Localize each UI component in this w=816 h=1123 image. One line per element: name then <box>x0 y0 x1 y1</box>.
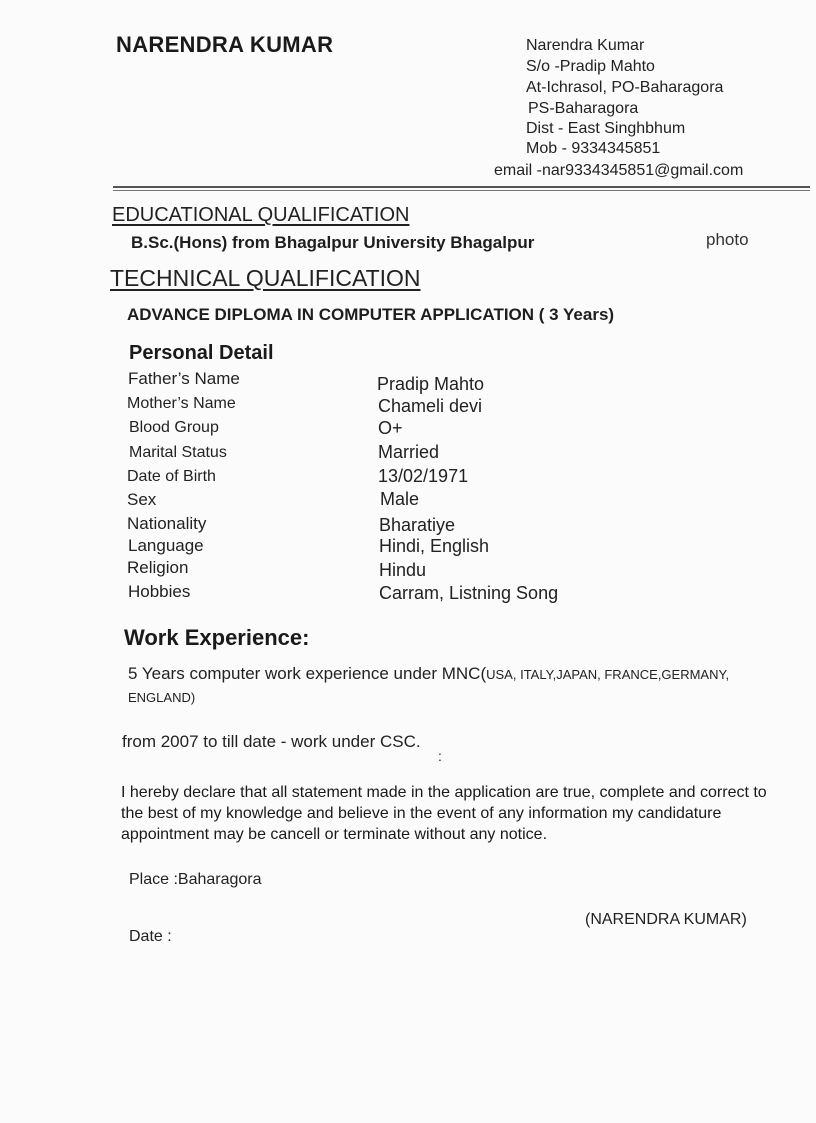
header-divider-thin <box>113 190 810 191</box>
work-experience-heading: Work Experience: <box>124 625 310 650</box>
date-line: Date : <box>129 928 172 945</box>
education-heading: EDUCATIONAL QUALIFICATION <box>112 204 410 226</box>
work-experience-csc: from 2007 to till date - work under CSC. <box>122 732 421 751</box>
personal-value-marital-status: Married <box>378 442 440 462</box>
personal-label-marital-status: Marital Status <box>129 444 227 461</box>
address-line-name: Narendra Kumar <box>526 37 645 54</box>
personal-value-hobbies: Carram, Listning Song <box>379 583 559 603</box>
resume-name-title: NARENDRA KUMAR <box>116 32 334 57</box>
work-experience-main-text: 5 Years computer work experience under MNC( <box>128 664 487 683</box>
personal-label-language: Language <box>128 536 204 555</box>
personal-label-religion: Religion <box>127 558 189 577</box>
personal-value-nationality: Bharatiye <box>379 515 456 535</box>
photo-placeholder: photo <box>706 230 749 249</box>
address-line-police-station: PS-Baharagora <box>528 100 639 117</box>
personal-value-sex: Male <box>380 489 420 509</box>
education-detail: B.Sc.(Hons) from Bhagalpur University Bhagalpur <box>131 233 535 252</box>
personal-value-religion: Hindu <box>379 560 427 580</box>
address-line-district: Dist - East Singhbhum <box>526 120 686 137</box>
personal-value-father: Pradip Mahto <box>377 374 485 394</box>
technical-heading: TECHNICAL QUALIFICATION <box>110 265 421 291</box>
personal-detail-heading: Personal Detail <box>129 342 274 364</box>
address-line-email: email -nar9334345851@gmail.com <box>494 162 744 179</box>
personal-value-language: Hindi, English <box>379 536 490 556</box>
personal-value-mother: Chameli devi <box>378 396 483 416</box>
technical-detail: ADVANCE DIPLOMA IN COMPUTER APPLICATION ( 3 Years) <box>127 305 615 324</box>
place-line: Place :Baharagora <box>129 871 262 888</box>
personal-label-nationality: Nationality <box>127 514 207 533</box>
personal-label-blood-group: Blood Group <box>129 419 219 436</box>
stray-colon-mark: : <box>438 748 442 764</box>
personal-label-sex: Sex <box>127 490 157 509</box>
personal-label-dob: Date of Birth <box>127 468 216 485</box>
address-line-mobile: Mob - 9334345851 <box>526 140 661 157</box>
declaration-text: I hereby declare that all statement made in the application are true, complete and correct to the best of my knowledge and believe in the event of any information my candidature appointment may be cancell or terminate without any notice. <box>121 784 767 843</box>
personal-label-hobbies: Hobbies <box>128 582 191 601</box>
work-experience-line <box>128 664 729 684</box>
personal-value-dob: 13/02/1971 <box>378 466 469 486</box>
address-line-father: S/o -Pradip Mahto <box>526 58 655 75</box>
header-divider <box>113 186 810 188</box>
address-line-village: At-Ichrasol, PO-Baharagora <box>526 79 724 96</box>
personal-label-mother: Mother’s Name <box>127 395 236 412</box>
personal-value-blood-group: O+ <box>378 418 403 438</box>
personal-label-father: Father’s Name <box>128 369 240 388</box>
signature-name: (NARENDRA KUMAR) <box>585 911 747 928</box>
work-experience-countries-cont: ENGLAND) <box>128 690 196 705</box>
work-experience-countries: USA, ITALY,JAPAN, FRANCE,GERMANY, <box>486 667 730 682</box>
